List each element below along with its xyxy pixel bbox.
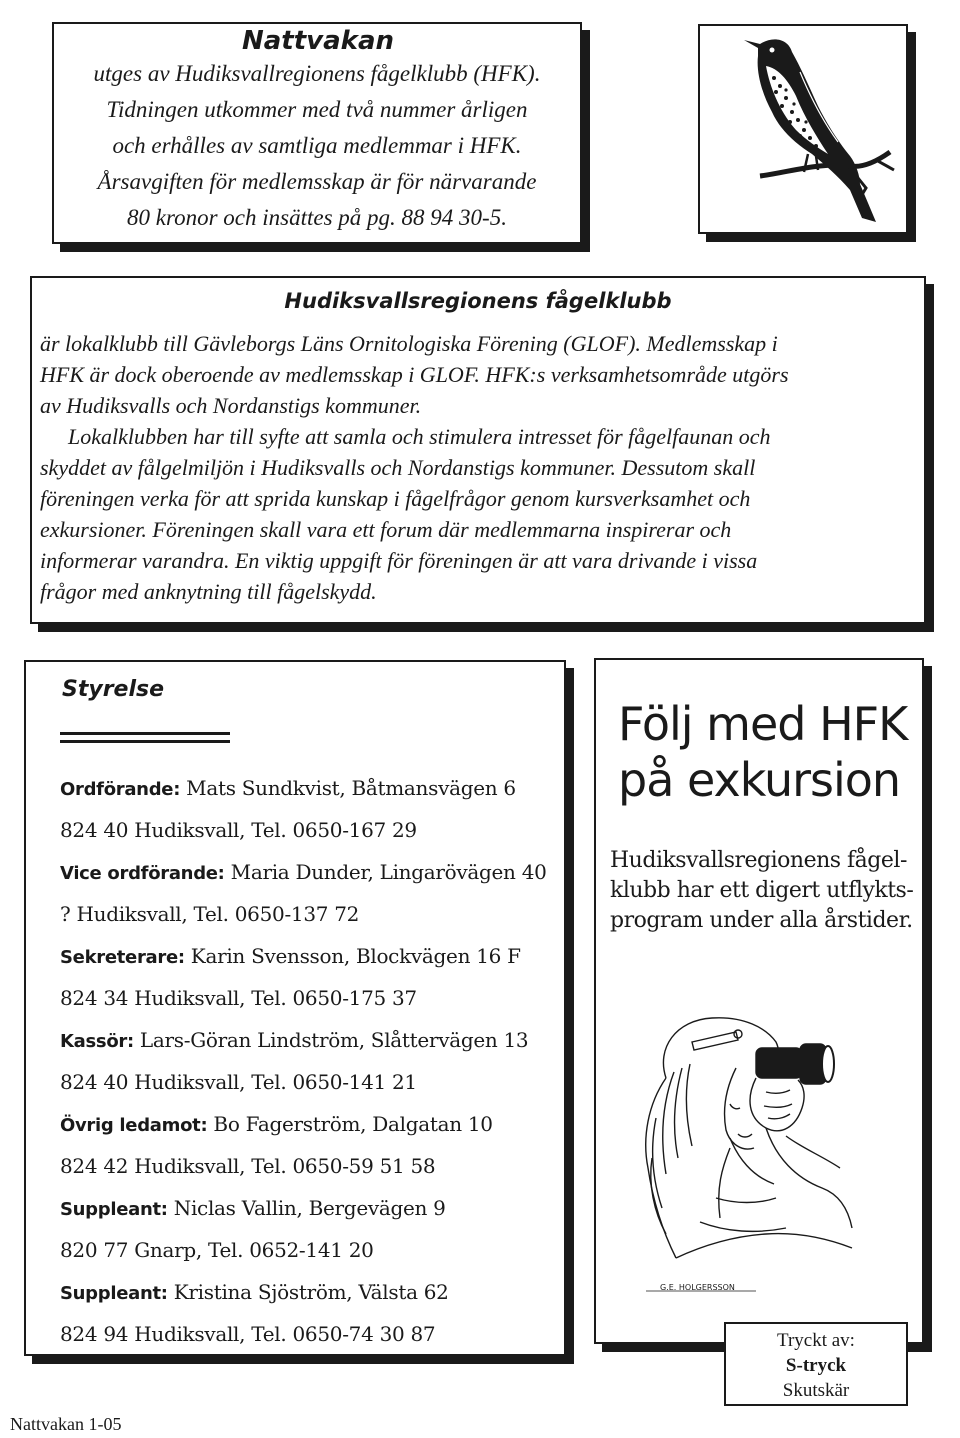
intro-line: Tidningen utkommer med två nummer årligen (106, 97, 528, 122)
member-info: Karin Svensson, Blockvägen 16 F (184, 944, 521, 968)
excursion-box (594, 658, 924, 1344)
board-member-address: ? Hudiksvall, Tel. 0650-137 72 (60, 902, 360, 926)
excursion-heading (618, 696, 907, 808)
artist-signature: G.E. HOLGERSSON (660, 1283, 735, 1292)
club-line: Lokalklubben har till syfte att samla och stimulera intresset för fågelfaunan och (68, 424, 771, 449)
intro-line: 80 kronor och insättes på pg. 88 94 30-5. (127, 205, 507, 230)
printer-place: Skutskär (782, 1380, 850, 1401)
board-member-name-line (60, 776, 516, 800)
club-info-box (30, 276, 926, 624)
board-box (24, 660, 566, 1356)
member-info: Lars-Göran Lindström, Slåttervägen 13 (133, 1028, 529, 1052)
member-info: Bo Fagerström, Dalgatan 10 (207, 1112, 493, 1136)
club-line: HFK är dock oberoende av medlemsskap i GLOF. HFK:s verksamhetsområde utgörs (40, 362, 789, 387)
printer-box (724, 1322, 908, 1406)
club-line: informerar varandra. En viktig uppgift för föreningen är att vara drivande i vissa (40, 548, 758, 573)
club-line: frågor med anknytning till fågelskydd. (40, 579, 377, 604)
intro-text (54, 56, 580, 236)
club-line: av Hudiksvalls och Nordanstigs kommuner. (40, 393, 422, 418)
intro-box (52, 22, 582, 244)
board-member-name-line (60, 860, 547, 884)
member-role: Sekreterare: (60, 947, 185, 968)
excursion-text-line: program under alla årstider. (610, 908, 913, 933)
intro-line: och erhålles av samtliga medlemmar i HFK. (112, 133, 522, 158)
printer-label: Tryckt av: (777, 1330, 855, 1351)
board-member-address: 824 40 Hudiksvall, Tel. 0650-141 21 (60, 1070, 417, 1094)
member-role: Vice ordförande: (60, 863, 225, 884)
member-role: Suppleant: (60, 1199, 168, 1220)
board-member-address: 820 77 Gnarp, Tel. 0652-141 20 (60, 1238, 374, 1262)
songbird-icon (700, 26, 906, 232)
member-info: Maria Dunder, Lingarövägen 40 (224, 860, 547, 884)
printer-name: S-tryck (785, 1355, 847, 1376)
club-line: skyddet av fålgelmiljön i Hudiksvalls och Nordanstigs kommuner. Dessutom skall (40, 455, 756, 480)
board-member-address: 824 40 Hudiksvall, Tel. 0650-167 29 (60, 818, 417, 842)
board-member-name-line (60, 1028, 528, 1052)
board-member-name-line (60, 944, 521, 968)
club-title: Hudiksvallsregionens fågelklubb (284, 289, 672, 313)
club-line: exkursioner. Föreningen skall vara ett forum där medlemmarna inspirerar och (40, 517, 732, 542)
excursion-text (610, 846, 913, 936)
board-member-address: 824 94 Hudiksvall, Tel. 0650-74 30 87 (60, 1322, 436, 1346)
intro-line: utges av Hudiksvallregionens fågelklubb (HFK). (93, 61, 541, 86)
excursion-heading-line: Följ med HFK (618, 697, 908, 751)
club-line: föreningen verka för att sprida kunskap i fågelfrågor genom kursverksamhet och (40, 486, 751, 511)
member-role: Ordförande: (60, 779, 181, 800)
title-underline (60, 740, 230, 743)
board-member-name-line (60, 1196, 446, 1220)
member-info: Mats Sundkvist, Båtmansvägen 6 (180, 776, 516, 800)
board-member-name-line (60, 1280, 449, 1304)
member-info: Niclas Vallin, Bergevägen 9 (167, 1196, 446, 1220)
page-footer: Nattvakan 1-05 (10, 1414, 122, 1434)
member-role: Övrig ledamot: (60, 1115, 208, 1136)
excursion-text-line: Hudiksvallsregionens fågel- (610, 848, 907, 873)
excursion-text-line: klubb har ett digert utflykts- (610, 878, 914, 903)
member-role: Suppleant: (60, 1283, 168, 1304)
member-info: Kristina Sjöström, Välsta 62 (167, 1280, 449, 1304)
intro-line: Årsavgiften för medlemsskap är för närvarande (97, 169, 537, 194)
newsletter-title: Nattvakan (242, 26, 395, 56)
title-underline (60, 732, 230, 735)
board-member-address: 824 34 Hudiksvall, Tel. 0650-175 37 (60, 986, 417, 1010)
club-line: är lokalklubb till Gävleborgs Läns Ornitologiska Förening (GLOF). Medlemsskap i (40, 331, 778, 356)
member-role: Kassör: (60, 1031, 134, 1052)
bird-picture-box (698, 24, 908, 234)
birdwatcher-icon (626, 1008, 866, 1298)
club-description (32, 328, 924, 607)
board-title: Styrelse (62, 677, 165, 702)
excursion-heading-line: på exkursion (618, 753, 901, 807)
board-member-address: 824 42 Hudiksvall, Tel. 0650-59 51 58 (60, 1154, 436, 1178)
board-member-name-line (60, 1112, 493, 1136)
